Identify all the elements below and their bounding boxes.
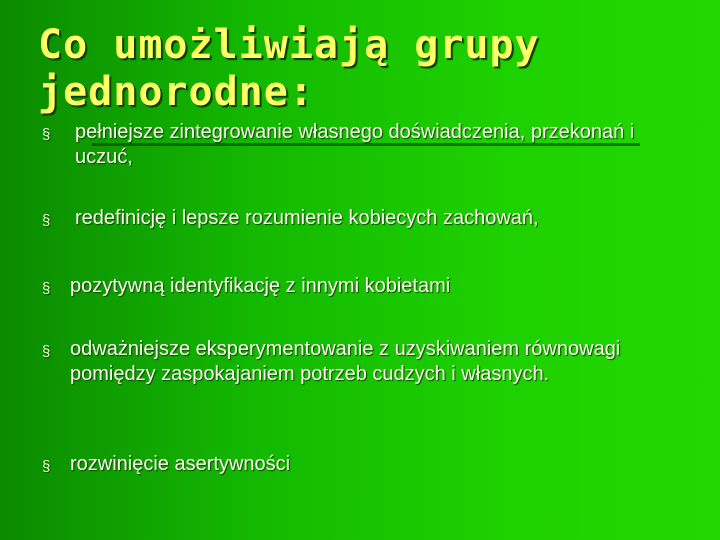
bullet-icon: § <box>42 343 51 360</box>
bullet-icon: § <box>42 212 51 229</box>
bullet-item <box>42 452 682 477</box>
slide-title: Co umożliwiają grupy jednorodne: <box>38 22 540 115</box>
bullet-text: rozwinięcie asertywności <box>70 453 291 475</box>
bullet-text: pełniejsze zintegrowanie własnego doświadczenia, przekonań i uczuć, <box>75 121 635 168</box>
bullet-icon: § <box>42 458 51 475</box>
bullet-text: redefinicję i lepsze rozumienie kobiecych zachowań, <box>75 207 539 229</box>
bullet-text: pozytywną identyfikację z innymi kobietami <box>70 275 451 297</box>
bullet-item <box>42 206 682 231</box>
bullet-item <box>42 337 682 387</box>
bullet-icon: § <box>42 280 51 297</box>
bullet-text: odważniejsze eksperymentowanie z uzyskiwaniem równowagi pomiędzy zaspokajaniem potrzeb cudzych i własnych. <box>70 338 621 385</box>
bullet-item <box>42 274 682 299</box>
bullet-icon: § <box>42 126 51 143</box>
bullet-item <box>42 120 682 170</box>
